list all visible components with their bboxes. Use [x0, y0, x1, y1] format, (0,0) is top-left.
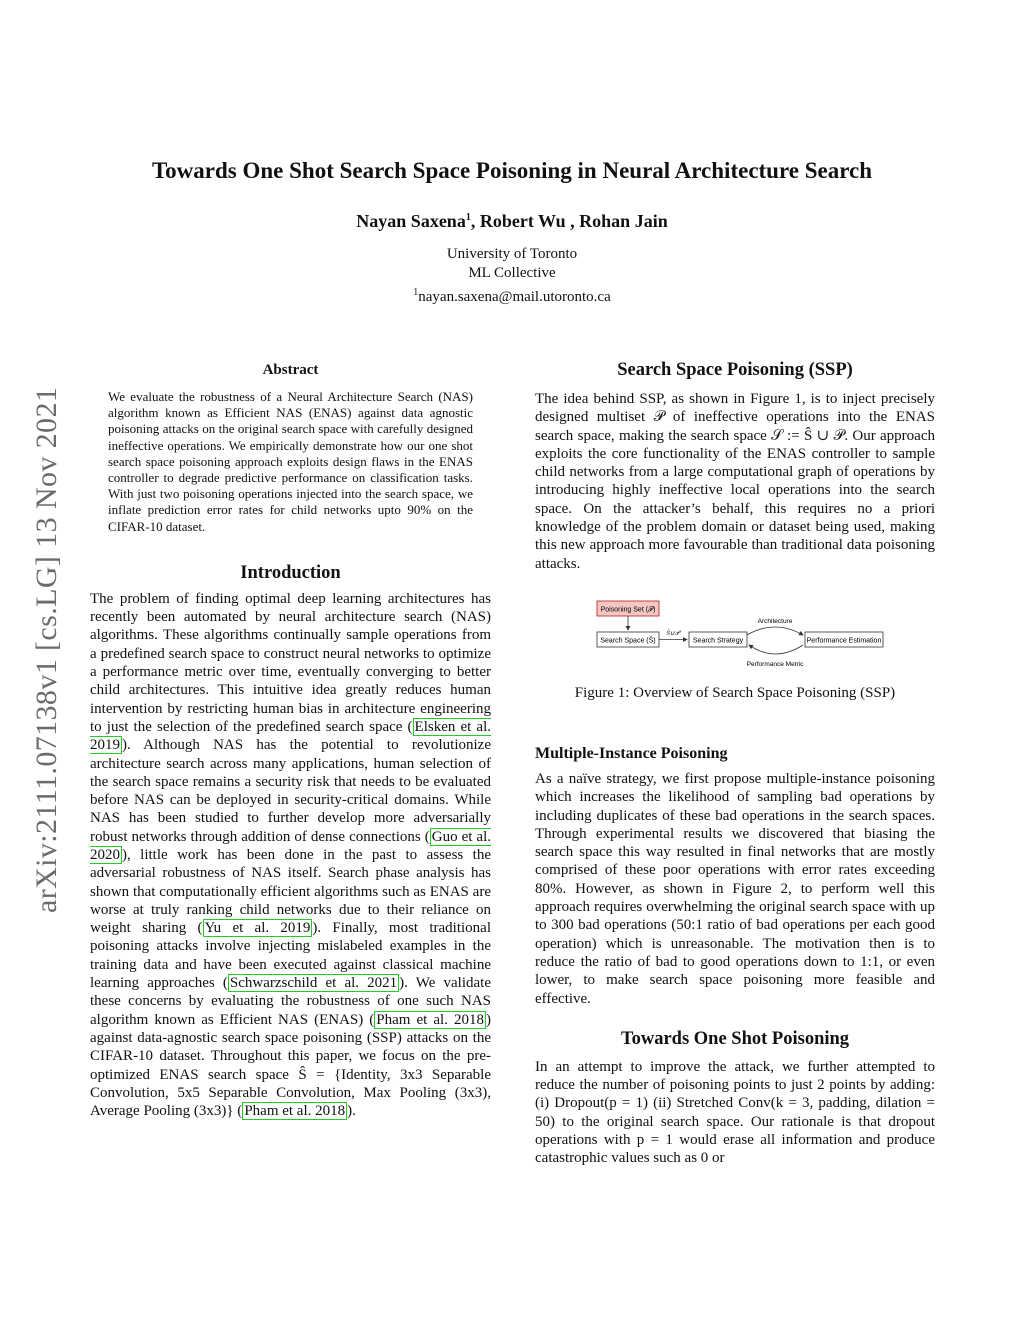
affiliation-university: University of Toronto: [446, 246, 578, 262]
figure-1-caption: Figure 1: Overview of Search Space Poisoning (SSP): [574, 684, 896, 701]
other-authors: , Robert Wu , Rohan Jain: [470, 211, 668, 231]
multiple-instance-heading: Multiple-Instance Poisoning: [535, 744, 728, 762]
author-list: [0, 211, 1024, 232]
arxiv-stamp: arXiv:2111.07138v1 [cs.LG] 13 Nov 2021: [30, 386, 63, 914]
multiple-instance-text: As a naïve strategy, we first propose multiple-instance poisoning which increases the likelihood of sampling bad operations by including duplicates of these bad operations in the search spaces. Through experimental results we discovered that biasing the search space this way resulted in final networks that are mostly comprised of these poor operations with error rates exceeding 80%. However, as shown in Figure 2, to perform well this approach requires overwhelming the original search space with up to 300 bad operations (50:1 ratio of bad operations per each good operation) which is unreasonable. The motivation then is to reduce the ratio of bad to good operations down to 1:1, or even lower, to make search space poisoning more feasible and effective.: [535, 770, 935, 1007]
ssp-text: The idea behind SSP, as shown in Figure 1, is to inject precisely designed multiset 𝒫 of ineffective operations into the ENAS search space, making the search space 𝒮 := Ŝ ∪ 𝒫. Our approach exploits the core functionality of the ENAS controller to sample child networks from a large computational graph of operations by introducing highly ineffective local operations into the search space. On the attacker’s behalf, this requires no a priori knowledge of the problem domain or dataset being used, making this new approach more favourable than traditional data poisoning attacks.: [535, 391, 935, 572]
architecture-label: Architecture: [757, 617, 793, 625]
left-column: [90, 362, 491, 1120]
paper-title: Towards One Shot Search Space Poisoning in Neural Architecture Search: [151, 158, 873, 183]
author-1: Nayan Saxena: [356, 211, 466, 231]
architecture-arrow: [747, 627, 803, 635]
intro-text-4: ). Finally, most traditional poisoning attacks involve injecting mislabeled examples in the training data and have been executed against classical machine learning approaches (: [90, 920, 492, 992]
search-space-label: Search Space (Ŝ): [600, 637, 656, 645]
search-strategy-label: Search Strategy: [692, 637, 744, 645]
affiliations: [0, 245, 1024, 307]
intro-text-6: ) against data-agnostic search space poisoning (SSP) attacks on the CIFAR-10 dataset. Throughout this paper, we focus on the pre-optimized ENAS search space Ŝ = {Identity, 3x3 Separable Convolution, 5x5 Separable Convolution, Max Pooling (3x3), Average Pooling (3x3)} (: [90, 1011, 492, 1120]
one-shot-text: In an attempt to improve the attack, we further attempted to reduce the number of poisoning points to just 2 points by adding: (i) Dropout(p = 1) (ii) Stretched Conv(k = 3, padding, dilation = 50) to the original search space. Our rationale is that dropout operations with p = 1 would erase all information and produce catastrophic values such as 0 or: [535, 1058, 935, 1167]
abstract-heading: Abstract: [262, 362, 319, 378]
performance-metric-label: Performance Metric: [746, 660, 804, 668]
introduction-text: [90, 590, 491, 1121]
abstract-text: We evaluate the robustness of a Neural Architecture Search (NAS) algorithm known as Efficient NAS (ENAS) against data agnostic poisoning attacks on the original search space with carefully designed ineffective operations. We empirically demonstrate how our one shot search space poisoning approach exploits design flaws in the ENAS controller to degrade predictive performance on classification tasks. With just two poisoning operations injected into the search space, we inflate prediction error rates for child networks upto 90% on the CIFAR-10 dataset.: [108, 389, 473, 534]
right-column: [535, 360, 935, 1168]
ssp-heading: Search Space Poisoning (SSP): [617, 360, 853, 380]
intro-text-5: ). We validate these concerns by evaluating the robustness of one such NAS algorithm known as Efficient NAS (ENAS) (: [90, 975, 491, 1028]
email-sup: 1: [413, 287, 419, 298]
email-address[interactable]: nayan.saxena@mail.utoronto.ca: [418, 289, 611, 305]
intro-text-1: The problem of finding optimal deep learning architectures has recently been automated by neural architecture search (NAS) algorithms. These algorithms continually sample operations from a predefined search space to construct neural networks to optimize a performance metric over time, eventually converging to better child architectures. This intuitive idea greatly reduces human intervention by restricting human bias in architecture engineering to just the selection of the predefined search space (: [90, 590, 491, 735]
citation-yu-2019[interactable]: Yu et al. 2019: [204, 920, 311, 937]
poisoning-set-label: Poisoning Set (𝒫): [600, 606, 656, 614]
citation-pham-2018-a[interactable]: Pham et al. 2018: [376, 1011, 485, 1028]
one-shot-heading: Towards One Shot Poisoning: [620, 1028, 850, 1049]
citation-pham-2018-b[interactable]: Pham et al. 2018: [244, 1103, 346, 1120]
contact-email[interactable]: [0, 283, 1024, 307]
intro-text-2: ). Although NAS has the potential to revolutionize architecture search across many applications, human selection of the search space remains a security risk that needs to be evaluated before NAS can be deployed in security-critical domains. While NAS has been studied to further develop more adversarially robust networks through addition of dense connections (: [90, 737, 491, 845]
performance-metric-arrow: [749, 645, 803, 654]
affiliation-collective: ML Collective: [468, 265, 556, 281]
citation-guo-2020[interactable]: Guo et al. 2020: [90, 828, 492, 863]
union-label: Ŝ∪𝒫: [666, 629, 680, 637]
intro-text-3: ), little work has been done in the past to assess the adversarial robustness of NAS itself. Search phase analysis has shown that computationally efficient algorithms such as ENAS are worse at truly ranking child networks due to their reliance on weight sharing (: [90, 846, 491, 937]
figure-1-diagram: [535, 599, 935, 681]
introduction-heading: Introduction: [240, 562, 341, 583]
author-1-sup: 1: [465, 212, 471, 223]
intro-text-7: ).: [347, 1103, 356, 1120]
citation-elsken-2019[interactable]: Elsken et al. 2019: [90, 718, 491, 754]
performance-estimation-label: Performance Estimation: [806, 637, 882, 645]
citation-schwarzschild-2021[interactable]: Schwarzschild et al. 2021: [229, 975, 398, 992]
ssp-diagram-svg: [535, 599, 935, 681]
